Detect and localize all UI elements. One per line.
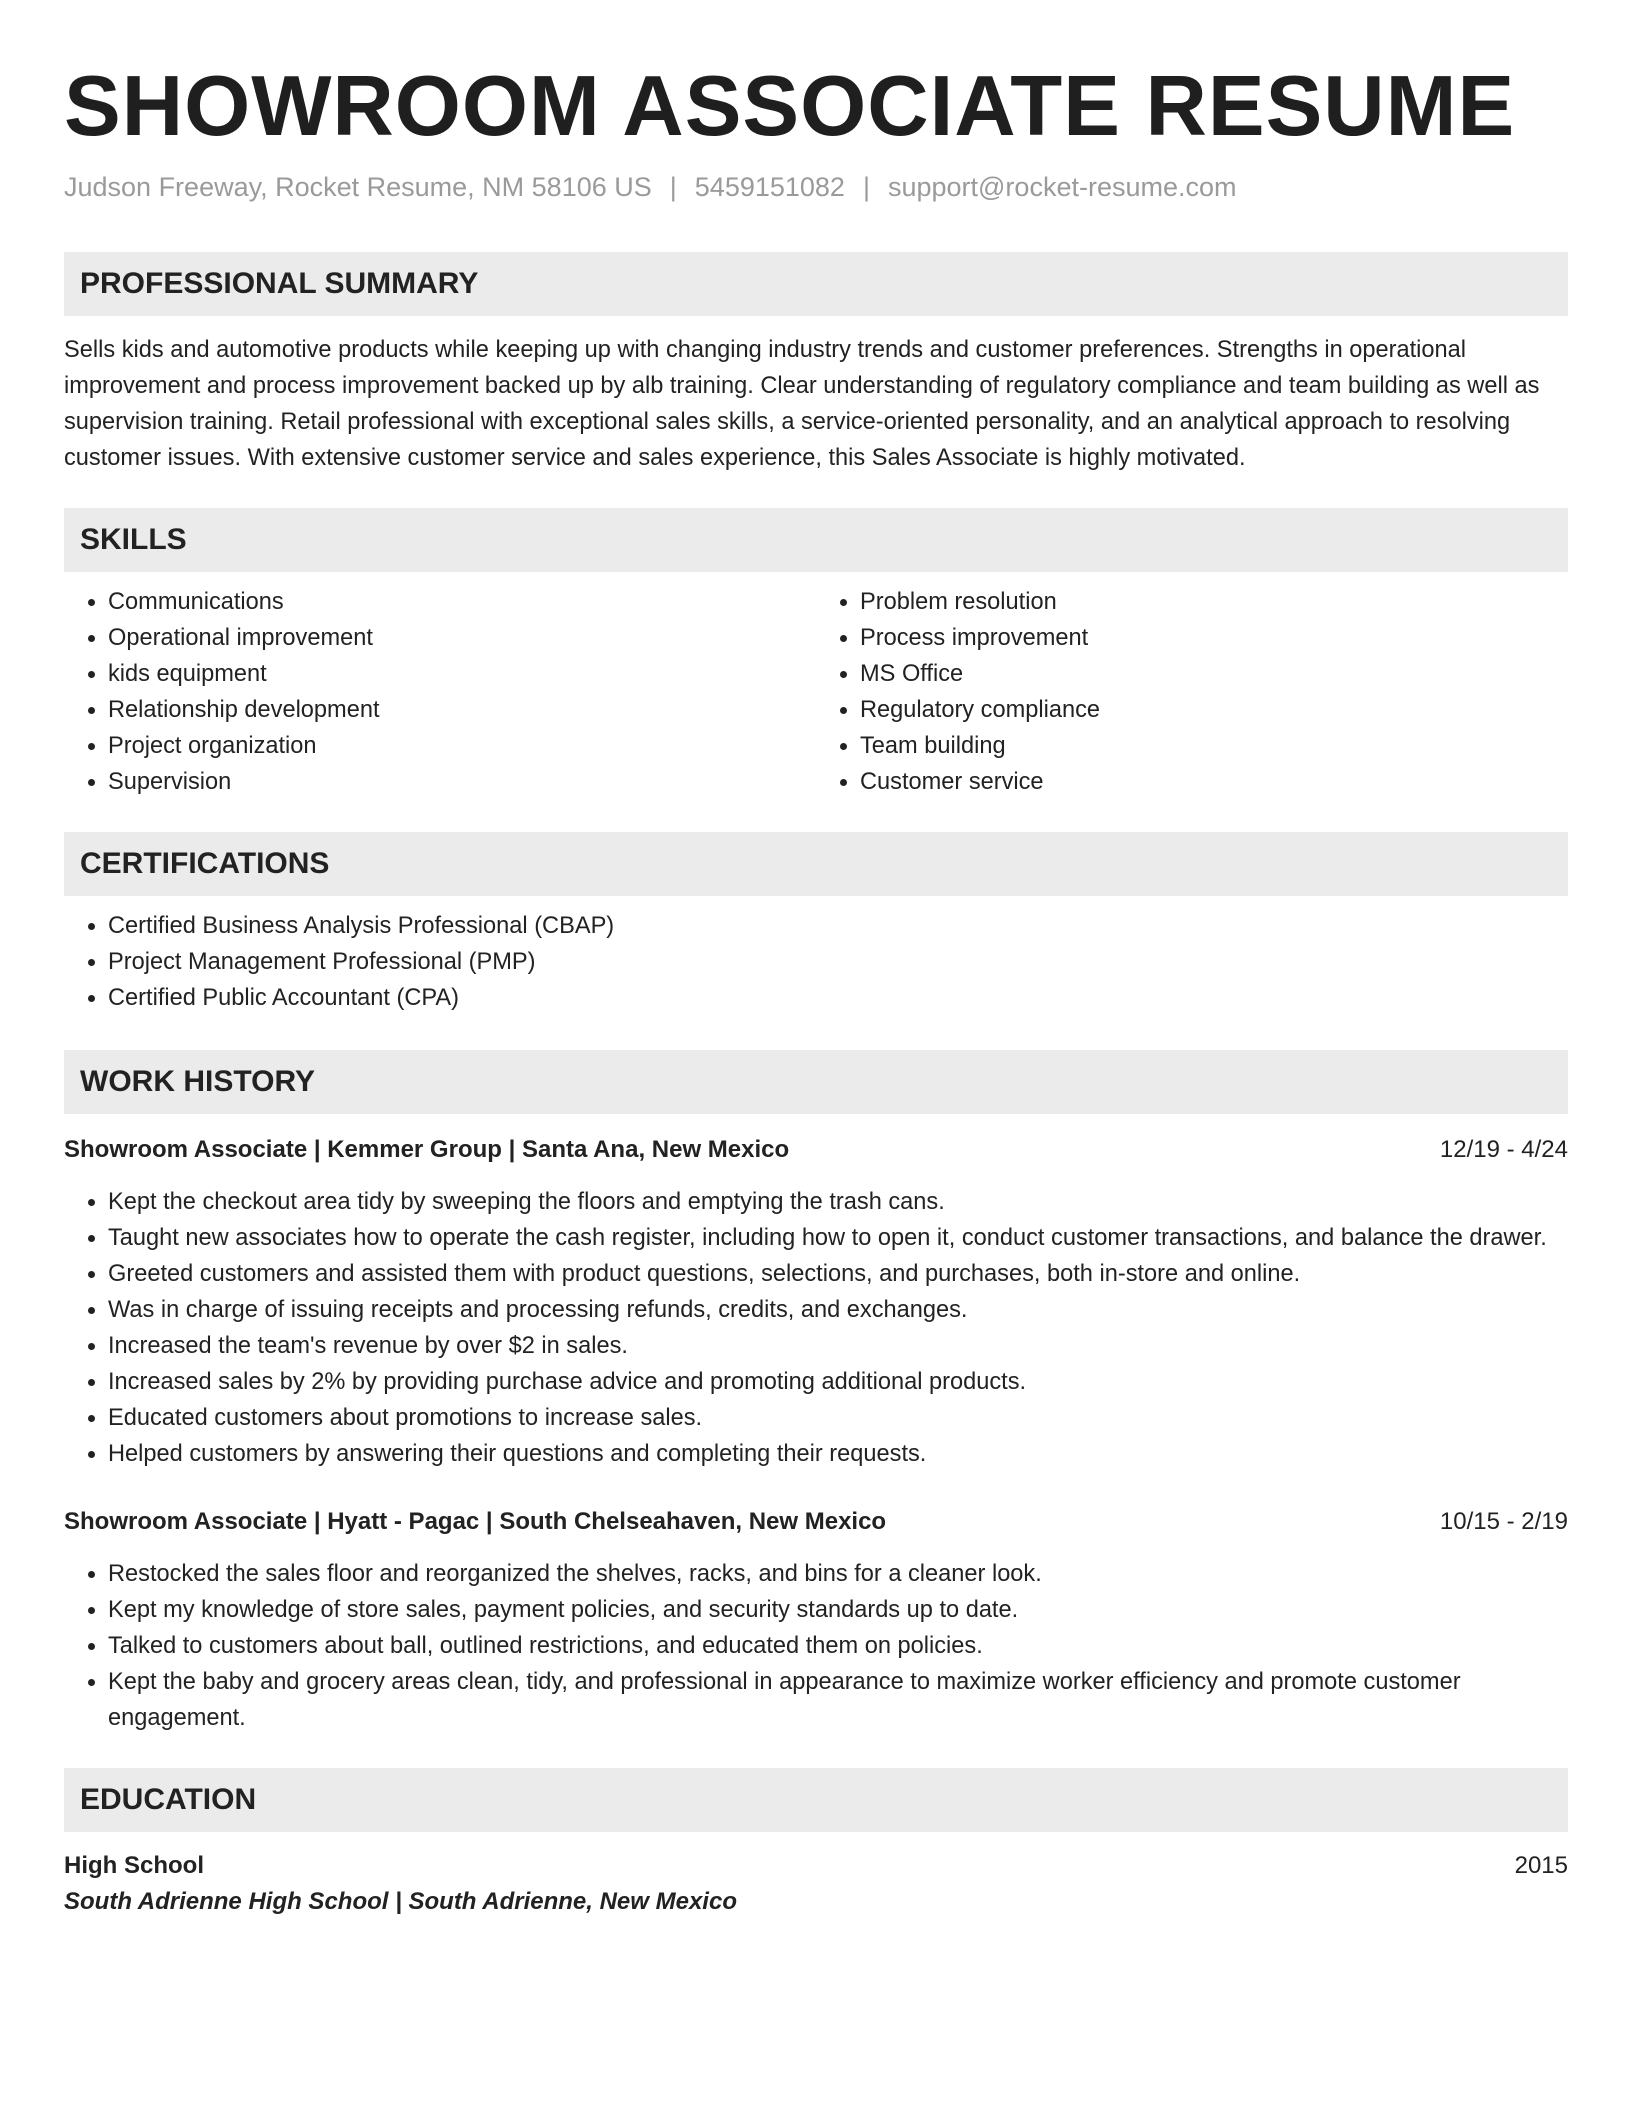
skill-item: • Communications (108, 584, 816, 620)
skills-list-left (64, 584, 816, 800)
skill-item: • Team building (860, 728, 1568, 764)
contact-separator: | (862, 172, 870, 202)
skill-item: • Process improvement (860, 620, 1568, 656)
job-title: Showroom Associate | Kemmer Group | Santa Ana, New Mexico (64, 1136, 790, 1164)
skill-item: • kids equipment (108, 656, 816, 692)
job-bullets (64, 1184, 1568, 1472)
job-bullet: • Increased the team's revenue by over $2 in sales. (108, 1328, 1568, 1364)
job-dates: 10/15 - 2/19 (1439, 1508, 1568, 1536)
skill-item: • Problem resolution (860, 584, 1568, 620)
certifications-list (64, 908, 1568, 1016)
job-bullet: • Increased sales by 2% by providing purchase advice and promoting additional products. (108, 1364, 1568, 1400)
job-dates: 12/19 - 4/24 (1439, 1136, 1568, 1164)
resume-title: SHOWROOM ASSOCIATE RESUME (64, 59, 1516, 154)
education-degree: High School (64, 1852, 204, 1880)
skill-item: • Supervision (108, 764, 816, 800)
education-heading (64, 1848, 1568, 1884)
skills-list-right (816, 584, 1568, 800)
skill-item: • Relationship development (108, 692, 816, 728)
skill-item: • MS Office (860, 656, 1568, 692)
contact-address: Judson Freeway, Rocket Resume, NM 58106 US (64, 172, 652, 202)
contact-phone: 5459151082 (694, 172, 845, 202)
certifications-section-header: CERTIFICATIONS (64, 832, 1568, 896)
job-bullet: • Helped customers by answering their questions and completing their requests. (108, 1436, 1568, 1472)
job-bullet: • Restocked the sales floor and reorganized the shelves, racks, and bins for a cleaner look. (108, 1556, 1568, 1592)
job-entry (64, 1132, 1568, 1472)
job-bullet: • Taught new associates how to operate the cash register, including how to open it, conduct customer transactions, and balance the drawer. (108, 1220, 1568, 1256)
job-bullet: • Kept the checkout area tidy by sweeping the floors and emptying the trash cans. (108, 1184, 1568, 1220)
education-year: 2015 (1514, 1852, 1568, 1880)
contact-email: support@rocket-resume.com (887, 172, 1237, 202)
job-bullet: • Educated customers about promotions to increase sales. (108, 1400, 1568, 1436)
job-bullet: • Was in charge of issuing receipts and processing refunds, credits, and exchanges. (108, 1292, 1568, 1328)
certification-item: • Certified Business Analysis Professional (CBAP) (108, 908, 1568, 944)
contact-line (64, 171, 1568, 203)
job-bullets (64, 1556, 1568, 1736)
skill-item: • Regulatory compliance (860, 692, 1568, 728)
skill-item: • Project organization (108, 728, 816, 764)
skills-columns (64, 584, 1568, 800)
skill-item: • Operational improvement (108, 620, 816, 656)
education-section-header: EDUCATION (64, 1768, 1568, 1832)
skills-section-header: SKILLS (64, 508, 1568, 572)
skill-item: • Customer service (860, 764, 1568, 800)
job-entry (64, 1504, 1568, 1736)
job-bullet: • Talked to customers about ball, outlined restrictions, and educated them on policies. (108, 1628, 1568, 1664)
job-bullet: • Kept the baby and grocery areas clean, tidy, and professional in appearance to maximize worker efficiency and promote customer engagement. (108, 1664, 1568, 1736)
summary-text: Sells kids and automotive products while keeping up with changing industry trends and customer preferences. Strengths in operational improvement and process improvement backed up by alb training. Clear understanding of regulatory compliance and team building as well as supervision training. Retail professional with exceptional sales skills, a service-oriented personality, and an analytical approach to resolving customer issues. With extensive customer service and sales experience, this Sales Associate is highly motivated. (64, 337, 1540, 472)
job-bullet: • Greeted customers and assisted them with product questions, selections, and purchases, both in-store and online. (108, 1256, 1568, 1292)
job-heading (64, 1132, 1568, 1168)
contact-separator: | (669, 172, 677, 202)
education-school: South Adrienne High School | South Adrienne, New Mexico (64, 1888, 737, 1916)
work-history-section-header: WORK HISTORY (64, 1050, 1568, 1114)
job-bullet: • Kept my knowledge of store sales, payment policies, and security standards up to date. (108, 1592, 1568, 1628)
summary-section-header: PROFESSIONAL SUMMARY (64, 252, 1568, 316)
job-title: Showroom Associate | Hyatt - Pagac | South Chelseahaven, New Mexico (64, 1508, 887, 1536)
certification-item: • Project Management Professional (PMP) (108, 944, 1568, 980)
certification-item: • Certified Public Accountant (CPA) (108, 980, 1568, 1016)
job-heading (64, 1504, 1568, 1540)
